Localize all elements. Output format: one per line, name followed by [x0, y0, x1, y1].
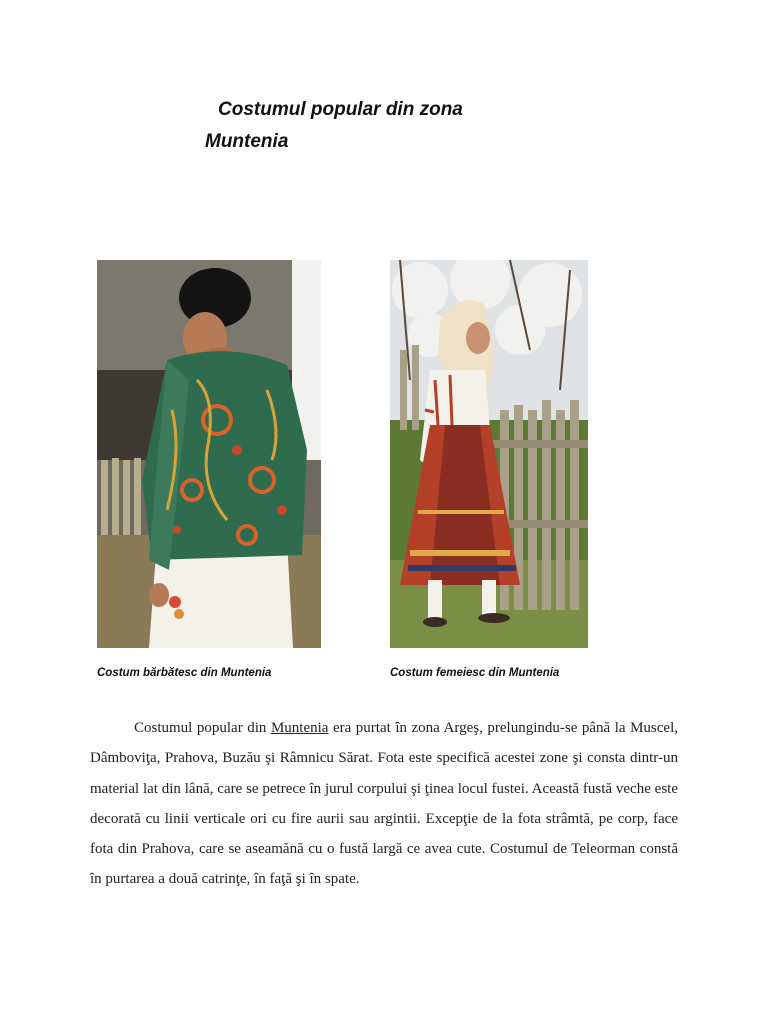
photo-mens-costume — [97, 260, 321, 648]
page-title-line-1: Costumul popular din zona — [218, 99, 463, 120]
caption-mens-costume: Costum bărbătesc din Muntenia — [97, 667, 272, 679]
body-paragraph — [90, 713, 678, 895]
caption-womens-costume: Costum femeiesc din Muntenia — [390, 667, 560, 679]
body-text-start: Costumul popular din — [134, 720, 271, 736]
body-text-rest: era purtat în zona Argeş, prelungindu-se până la Muscel, Dâmboviţa, Prahova, Buzău şi Râmnicu Sărat. Fota este specifică acestei zone şi consta dintr-un material lat din lână, care se petrece în jurul corpului şi ţinea locul fustei. Această fustă veche este decorată cu linii verticale ori cu fire aurii sau argintii. Excepţie de la fota strâmtă, pe corp, face fota din Prahova, care se aseamănă cu o fustă largă ce avea cute. Costumul de Teleorman constă în purtarea a două catrinţe, în faţă şi în spate. — [90, 720, 678, 888]
photo-womens-costume — [390, 260, 588, 648]
page-title-line-2: Muntenia — [205, 131, 289, 152]
muntenia-link[interactable]: Muntenia — [270, 720, 329, 736]
